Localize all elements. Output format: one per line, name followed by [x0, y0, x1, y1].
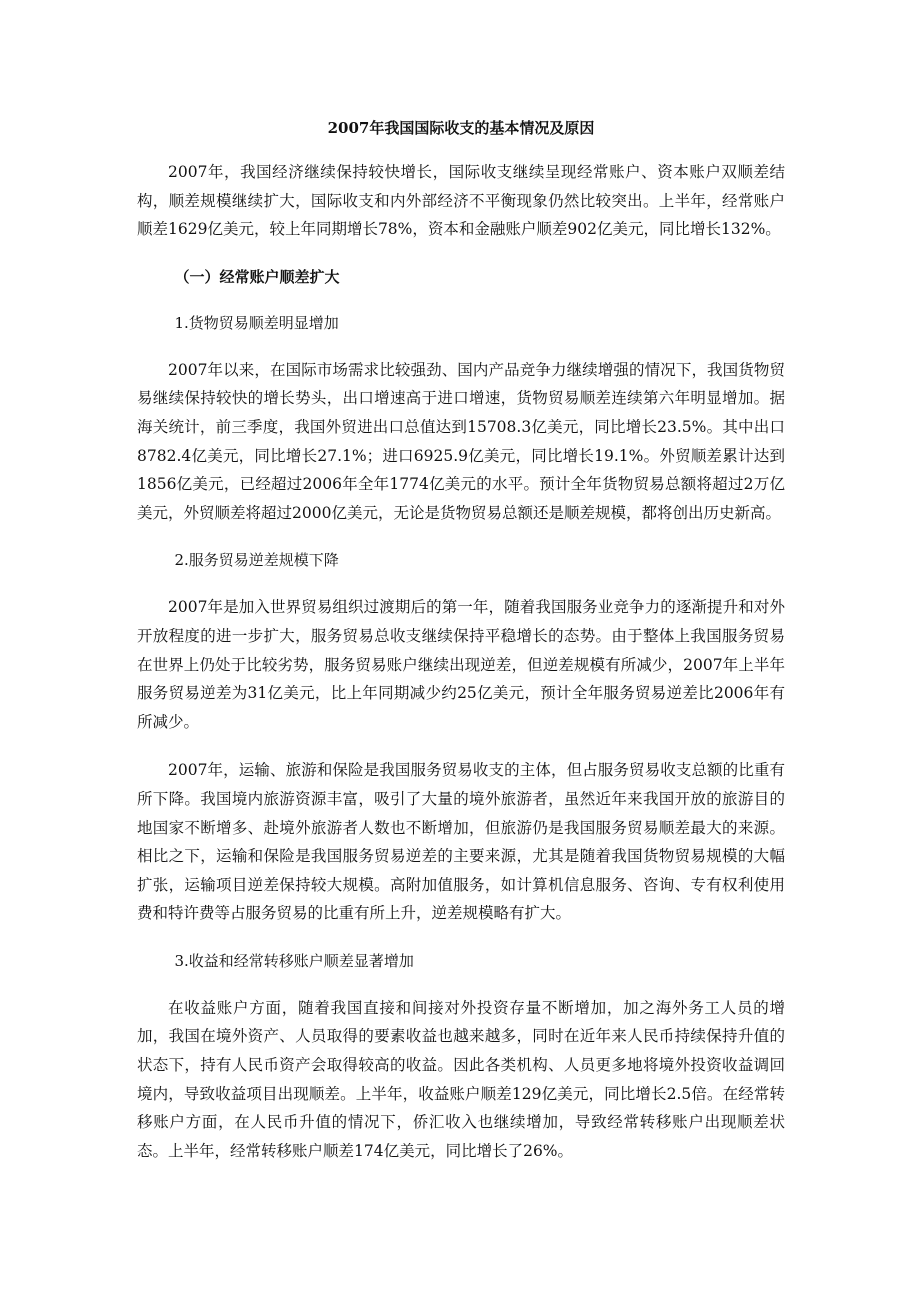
- paragraph-services-trade-2: 2007年，运输、旅游和保险是我国服务贸易收支的主体，但占服务贸易收支总额的比重有所下降。我国境内旅游资源丰富，吸引了大量的境外旅游者，虽然近年来我国开放的旅游目的地国家不断增多、赴境外旅游者人数也不断增加，但旅游仍是我国服务贸易顺差最大的来源。相比之下，运输和保险是我国服务贸易逆差的主要来源，尤其是随着我国货物贸易规模的大幅扩张，运输项目逆差保持较大规模。高附加值服务，如计算机信息服务、咨询、专有权利使用费和特许费等占服务贸易的比重有所上升，逆差规模略有扩大。: [137, 761, 785, 923]
- document-title: 2007年我国国际收支的基本情况及原因: [327, 119, 595, 137]
- subsection-heading-services-trade: 2.服务贸易逆差规模下降: [174, 551, 339, 570]
- intro-paragraph: 2007年，我国经济继续保持较快增长，国际收支继续呈现经常账户、资本账户双顺差结构，顺差规模继续扩大，国际收支和内外部经济不平衡现象仍然比较突出。上半年，经常账户顺差1629亿美元，较上年同期增长78%，资本和金融账户顺差902亿美元，同比增长132%。: [137, 163, 785, 239]
- paragraph-income-transfers: 在收益账户方面，随着我国直接和间接对外投资存量不断增加，加之海外务工人员的增加，我国在境外资产、人员取得的要素收益也越来越多，同时在近年来人民币持续保持升值的状态下，持有人民币资产会取得较高的收益。因此各类机构、人员更多地将境外投资收益调回境内，导致收益项目出现顺差。上半年，收益账户顺差129亿美元，同比增长2.5倍。在经常转移账户方面，在人民币升值的情况下，侨汇收入也继续增加，导致经常转移账户出现顺差状态。上半年，经常转移账户顺差174亿美元，同比增长了26%。: [137, 998, 785, 1160]
- subsection-heading-income-transfers: 3.收益和经常转移账户顺差显著增加: [174, 951, 414, 970]
- subsection-heading-goods-trade: 1.货物贸易顺差明显增加: [174, 313, 339, 332]
- paragraph-services-trade-1: 2007年是加入世界贸易组织过渡期后的第一年，随着我国服务业竞争力的逐渐提升和对外开放程度的进一步扩大，服务贸易总收支继续保持平稳增长的态势。由于整体上我国服务贸易在世界上仍处于比较劣势，服务贸易账户继续出现逆差，但逆差规模有所减少，2007年上半年服务贸易逆差为31亿美元，比上年同期减少约25亿美元，预计全年服务贸易逆差比2006年有所减少。: [137, 598, 785, 731]
- document-body: [137, 116, 785, 1185]
- section-heading-current-account: （一）经常账户顺差扩大: [174, 267, 340, 286]
- paragraph-goods-trade: 2007年以来，在国际市场需求比较强劲、国内产品竞争力继续增强的情况下，我国货物贸易继续保持较快的增长势头，出口增速高于进口增速，货物贸易顺差连续第六年明显增加。据海关统计，前三季度，我国外贸进出口总值达到15708.3亿美元，同比增长23.5%。其中出口8782.4亿美元，同比增长27.1%；进口6925.9亿美元，同比增长19.1%。外贸顺差累计达到1856亿美元，已经超过2006年全年1774亿美元的水平。预计全年货物贸易总额将超过2万亿美元，外贸顺差将超过2000亿美元，无论是货物贸易总额还是顺差规模，都将创出历史新高。: [137, 360, 785, 522]
